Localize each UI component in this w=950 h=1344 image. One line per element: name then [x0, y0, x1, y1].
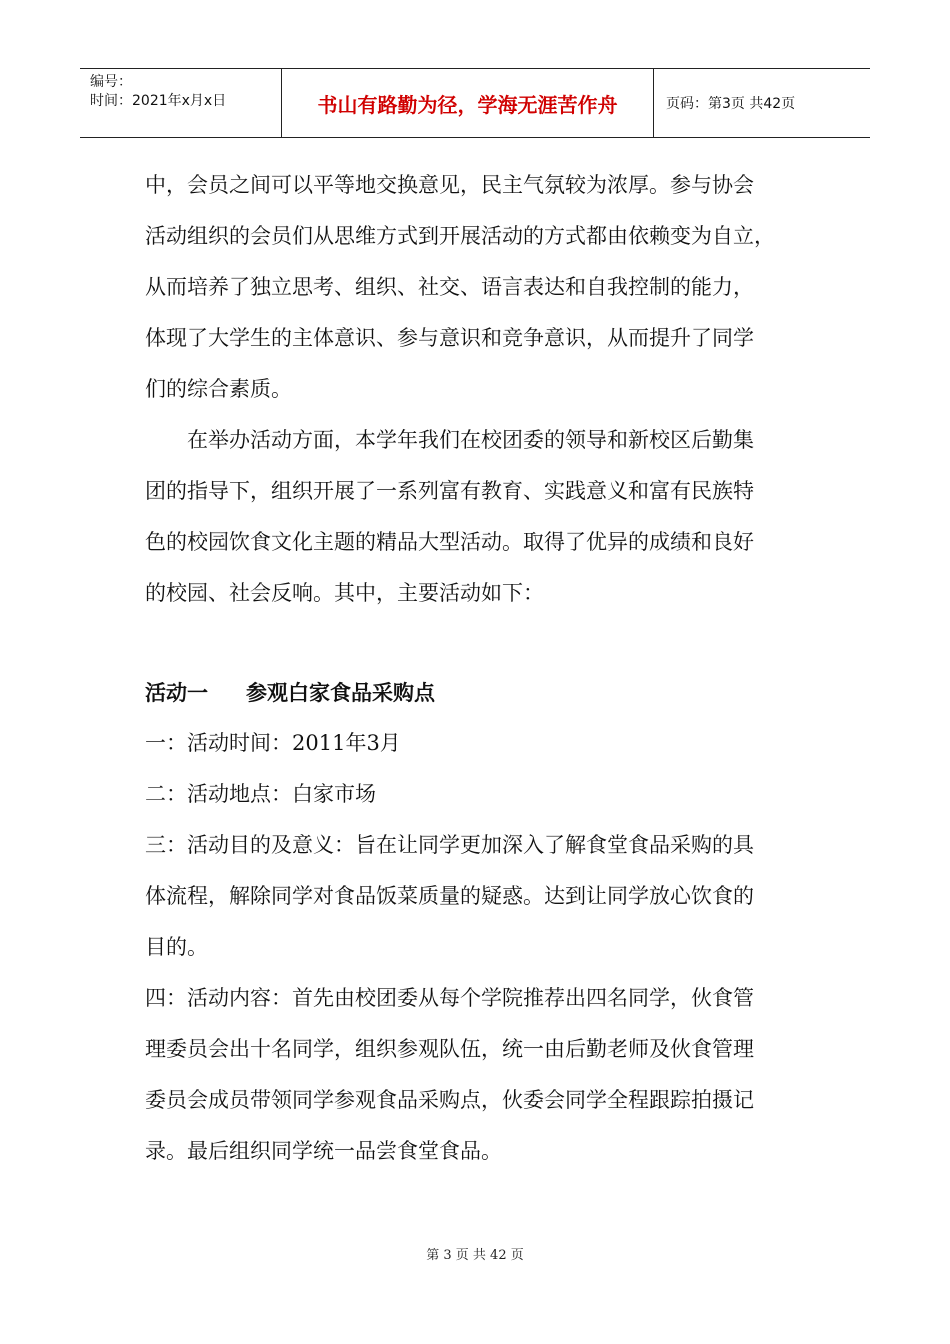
body-line: 色的校园饮食文化主题的精品大型活动。取得了优异的成绩和良好	[145, 530, 754, 554]
activity-item: 目的。	[145, 935, 208, 959]
activity-heading	[145, 667, 815, 718]
activity-item: 四：活动内容：首先由校团委从每个学院推荐出四名同学，伙食管	[145, 986, 754, 1010]
activity-item: 体流程，解除同学对食品饭菜质量的疑惑。达到让同学放心饮食的	[145, 884, 754, 908]
activity-item: 录。最后组织同学统一品尝食堂食品。	[145, 1139, 502, 1163]
header-page-info: 页码：第3页 共42页	[666, 96, 796, 112]
page-footer: 第 3 页 共 42 页	[426, 1248, 524, 1263]
header-meta	[80, 69, 282, 137]
body-line: 活动组织的会员们从思维方式到开展活动的方式都由依赖变为自立，	[145, 224, 775, 248]
activity-item: 一：活动时间：2011年3月	[145, 731, 401, 755]
body-line: 团的指导下，组织开展了一系列富有教育、实践意义和富有民族特	[145, 479, 754, 503]
page-header	[80, 68, 870, 138]
body-line: 的校园、社会反响。其中，主要活动如下：	[145, 581, 544, 605]
body-line: 在举办活动方面，本学年我们在校团委的领导和新校区后勤集	[187, 428, 754, 452]
document-number-label: 编号：	[90, 74, 132, 90]
body-line: 们的综合素质。	[145, 377, 292, 401]
body-line: 从而培养了独立思考、组织、社交、语言表达和自我控制的能力，	[145, 275, 754, 299]
body-line: 中，会员之间可以平等地交换意见，民主气氛较为浓厚。参与协会	[145, 173, 754, 197]
activity-item: 理委员会出十名同学，组织参观队伍，统一由后勤老师及伙食管理	[145, 1037, 754, 1061]
activity-number: 活动一	[145, 680, 208, 705]
activity-item: 三：活动目的及意义：旨在让同学更加深入了解食堂食品采购的具	[145, 833, 754, 857]
activity-item: 二：活动地点：白家市场	[145, 782, 376, 806]
document-body	[145, 160, 815, 1177]
document-time-label: 时间：2021年x月x日	[90, 93, 227, 109]
activity-title: 参观白家食品采购点	[246, 680, 435, 705]
activity-item: 委员会成员带领同学参观食品采购点，伙委会同学全程跟踪拍摄记	[145, 1088, 754, 1112]
body-line: 体现了大学生的主体意识、参与意识和竞争意识，从而提升了同学	[145, 326, 754, 350]
header-motto: 书山有路勤为径，学海无涯苦作舟	[282, 69, 654, 137]
